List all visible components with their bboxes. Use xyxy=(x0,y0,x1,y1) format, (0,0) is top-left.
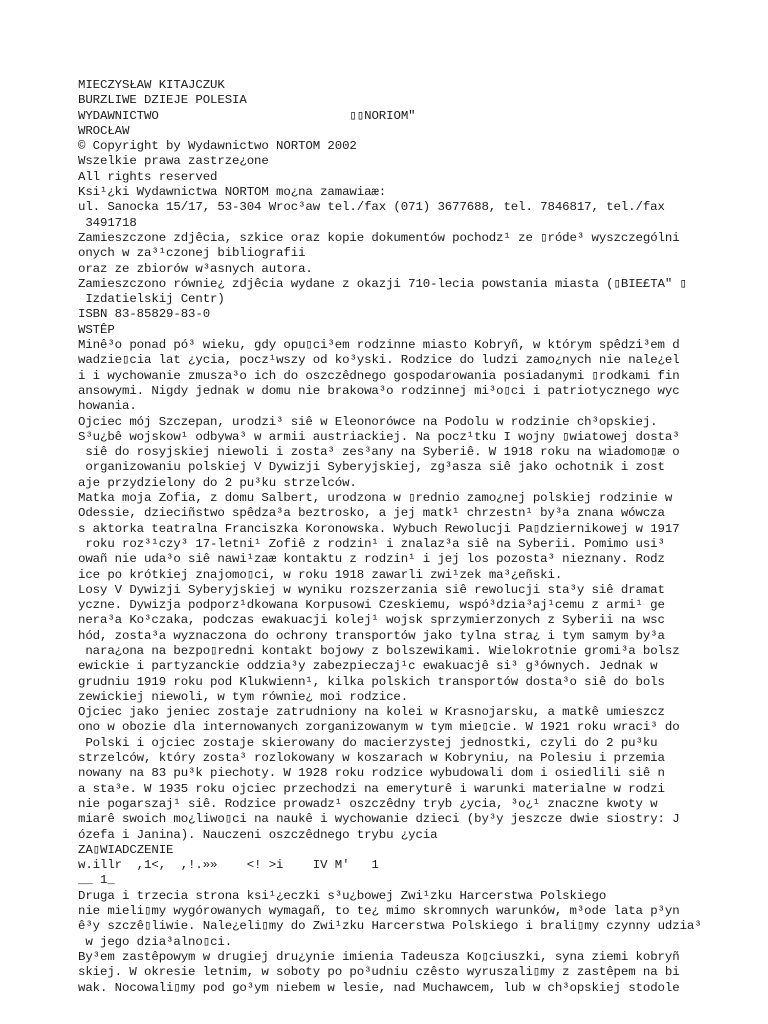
text-line: nie pogarszaj¹ siê. Rodzice prowadz¹ oszczêdny tryb ¿ycia, ³o¿¹ znaczne kwoty w xyxy=(78,796,658,811)
text-line: skiej. W okresie letnim, w soboty po po³udniu czêsto wyruszali▯my z zastêpem na bi xyxy=(78,965,680,980)
text-line: nie mieli▯my wygórowanych wymagañ, to te¿ mimo skromnych warunków, m³ode lata p³yn xyxy=(78,904,680,919)
text-line: All rights reserved xyxy=(78,169,218,184)
text-line: ewickie i partyzanckie oddzia³y zabezpieczaj¹c ewakuacjê si³ g³ównych. Jednak w xyxy=(78,659,658,674)
text-line: ózefa i Janina). Nauczeni oszczêdnego trybu ¿ycia xyxy=(78,827,438,842)
text-line: zewickiej niewoli, w tym równie¿ moi rodzice. xyxy=(78,689,409,704)
text-line: w.illr ,1<, ,!.»» <! >i IV M' 1 xyxy=(78,858,379,873)
text-line: roku roz³¹czy³ 17-letni¹ Zofiê z rodzin¹ i znalaz³a siê na Syberii. Pomimo usi³ xyxy=(78,536,665,551)
text-line: Zamieszczone zdjêcia, szkice oraz kopie dokumentów pochodz¹ ze ▯róde³ wyszczególni xyxy=(78,230,680,245)
text-line: a sta³e. W 1935 roku ojciec przechodzi na emeryturê i warunki materialne w rodzi xyxy=(78,781,665,796)
text-line: Losy V Dywizji Syberyjskiej w wyniku rozszerzania siê rewolucji sta³y siê dramat xyxy=(78,582,665,597)
text-line: nowany na 83 pu³k piechoty. W 1928 roku rodzice wybudowali dom i osiedlili siê n xyxy=(78,766,665,781)
text-line: hód, zosta³a wyznaczona do ochrony transportów jako tylna stra¿ i tym samym by³a xyxy=(78,628,665,643)
text-line: w jego dzia³alno▯ci. xyxy=(78,934,233,949)
text-line: grudniu 1919 roku pod Klukwienn¹, kilka polskich transportów dosta³o siê do bols xyxy=(78,674,665,689)
text-line: howania. xyxy=(78,399,137,414)
text-line: Izdatielskij Centr) xyxy=(78,292,225,307)
text-line: nara¿ona na bezpo▯redni kontakt bojowy z bolszewikami. Wielokrotnie gromi³a bolsz xyxy=(78,643,680,658)
text-line: Minê³o ponad pó³ wieku, gdy opu▯ci³em rodzinne miasto Kobryñ, w którym spêdzi³em d xyxy=(78,338,680,353)
text-line: Wszelkie prawa zastrze¿one xyxy=(78,154,269,169)
text-line: By³em zastêpowym w drugiej dru¿ynie imienia Tadeusza Ko▯ciuszki, syna ziemi kobryñ xyxy=(78,949,680,964)
text-line: ono w obozie dla internowanych zorganizowanym w tym mie▯cie. W 1921 roku wraci³ do xyxy=(78,720,680,735)
text-line: ê³y szczê▯liwie. Nale¿eli▯my do Zwi¹zku Harcerstwa Polskiego i brali▯my czynny udzia³ xyxy=(78,919,702,934)
text-line: Odessie, dzieciñstwo spêdza³a beztrosko, a jej matk¹ chrzestn¹ by³a znana wówcza xyxy=(78,506,665,521)
text-line: ZA▯WIADCZENIE xyxy=(78,842,174,857)
text-line: MIECZYSŁAW KITAJCZUK xyxy=(78,78,225,92)
text-line: wadzie▯cia lat ¿ycia, pocz¹wszy od ko³yski. Rodzice do ludzi zamo¿nych nie nale¿el xyxy=(78,353,680,368)
text-line: 3491718 xyxy=(78,215,137,230)
text-line: wak. Nocowali▯my pod go³ym niebem w lesie, nad Muchawcem, lub w ch³opskiej stodole xyxy=(78,980,680,995)
text-line: Ojciec jako jeniec zostaje zatrudniony na kolei w Krasnojarsku, a matkê umieszcz xyxy=(78,705,665,720)
text-line: onych w za³¹czonej bibliografii xyxy=(78,246,306,261)
text-line: BURZLIWE DZIEJE POLESIA xyxy=(78,93,247,108)
text-line: WYDAWNICTWO ▯▯NORIOM" xyxy=(78,108,416,123)
text-line: Polski i ojciec zostaje skierowany do macierzystej jednostki, czyli do 2 pu³ku xyxy=(78,735,658,750)
text-line: i i wychowanie zmusza³o ich do oszczêdnego gospodarowania posiadanymi ▯rodkami fin xyxy=(78,368,680,383)
text-line: owañ nie uda³o siê nawi¹zaæ kontaktu z rodzin¹ i jej los pozosta³ nieznany. Rodz xyxy=(78,552,665,567)
text-line: organizowaniu polskiej V Dywizji Syberyjskiej, zg³asza siê jako ochotnik i zost xyxy=(78,460,665,475)
text-line: siê do rosyjskiej niewoli i zosta³ zes³any na Syberiê. W 1918 roku na wiadomo▯æ o xyxy=(78,445,680,460)
document-page xyxy=(78,78,718,996)
text-line: Ksi¹¿ki Wydawnictwa NORTOM mo¿na zamawiaæ: xyxy=(78,185,387,200)
text-line: ISBN 83-85829-83-0 xyxy=(78,307,211,322)
text-line: yczne. Dywizja podporz¹dkowana Korpusowi Czeskiemu, wspó³dzia³aj¹cemu z armi¹ ge xyxy=(78,598,665,613)
text-line: __ 1_ xyxy=(78,873,115,888)
text-line: WSTÊP xyxy=(78,322,115,337)
text-line: © Copyright by Wydawnictwo NORTOM 2002 xyxy=(78,139,357,154)
text-line: Ojciec mój Szczepan, urodzi³ siê w Eleonorówce na Podolu w rodzinie ch³opskiej. xyxy=(78,414,658,429)
text-line: s aktorka teatralna Franciszka Koronowska. Wybuch Rewolucji Pa▯dziernikowej w 1917 xyxy=(78,521,680,536)
text-line: aje przydzielony do 2 pu³ku strzelców. xyxy=(78,475,357,490)
text-line: miarê swoich mo¿liwo▯ci na naukê i wychowanie dzieci (by³y jeszcze dwie siostry: J xyxy=(78,812,680,827)
text-line: Zamieszczono równie¿ zdjêcia wydane z okazji 710-lecia powstania miasta (▯BIE£TA" ▯ xyxy=(78,276,687,291)
text-line: strzelców, który zosta³ rozlokowany w koszarach w Kobryniu, na Polesiu i przemia xyxy=(78,751,665,766)
text-line: ansowymi. Nigdy jednak w domu nie brakowa³o rodzinnej mi³o▯ci i patriotycznego wyc xyxy=(78,383,680,398)
text-line: nera³a Ko³czaka, podczas ewakuacji kolej¹ wojsk sprzymierzonych z Syberii na wsc xyxy=(78,613,665,628)
text-line: oraz ze zbiorów w³asnych autora. xyxy=(78,261,313,276)
text-line: S³u¿bê wojskow¹ odbywa³ w armii austriackiej. Na pocz¹tku I wojny ▯wiatowej dosta³ xyxy=(78,429,680,444)
text-line: ul. Sanocka 15/17, 53-304 Wroc³aw tel./fax (071) 3677688, tel. 7846817, tel./fax xyxy=(78,200,665,215)
text-line: Matka moja Zofia, z domu Salbert, urodzona w ▯rednio zamo¿nej polskiej rodzinie w xyxy=(78,491,673,506)
text-line: ice po krótkiej znajomo▯ci, w roku 1918 zawarli zwi¹zek ma³¿eñski. xyxy=(78,567,563,582)
text-line: Druga i trzecia strona ksi¹¿eczki s³u¿bowej Zwi¹zku Harcerstwa Polskiego xyxy=(78,888,607,903)
text-line: WROCŁAW xyxy=(78,123,130,138)
